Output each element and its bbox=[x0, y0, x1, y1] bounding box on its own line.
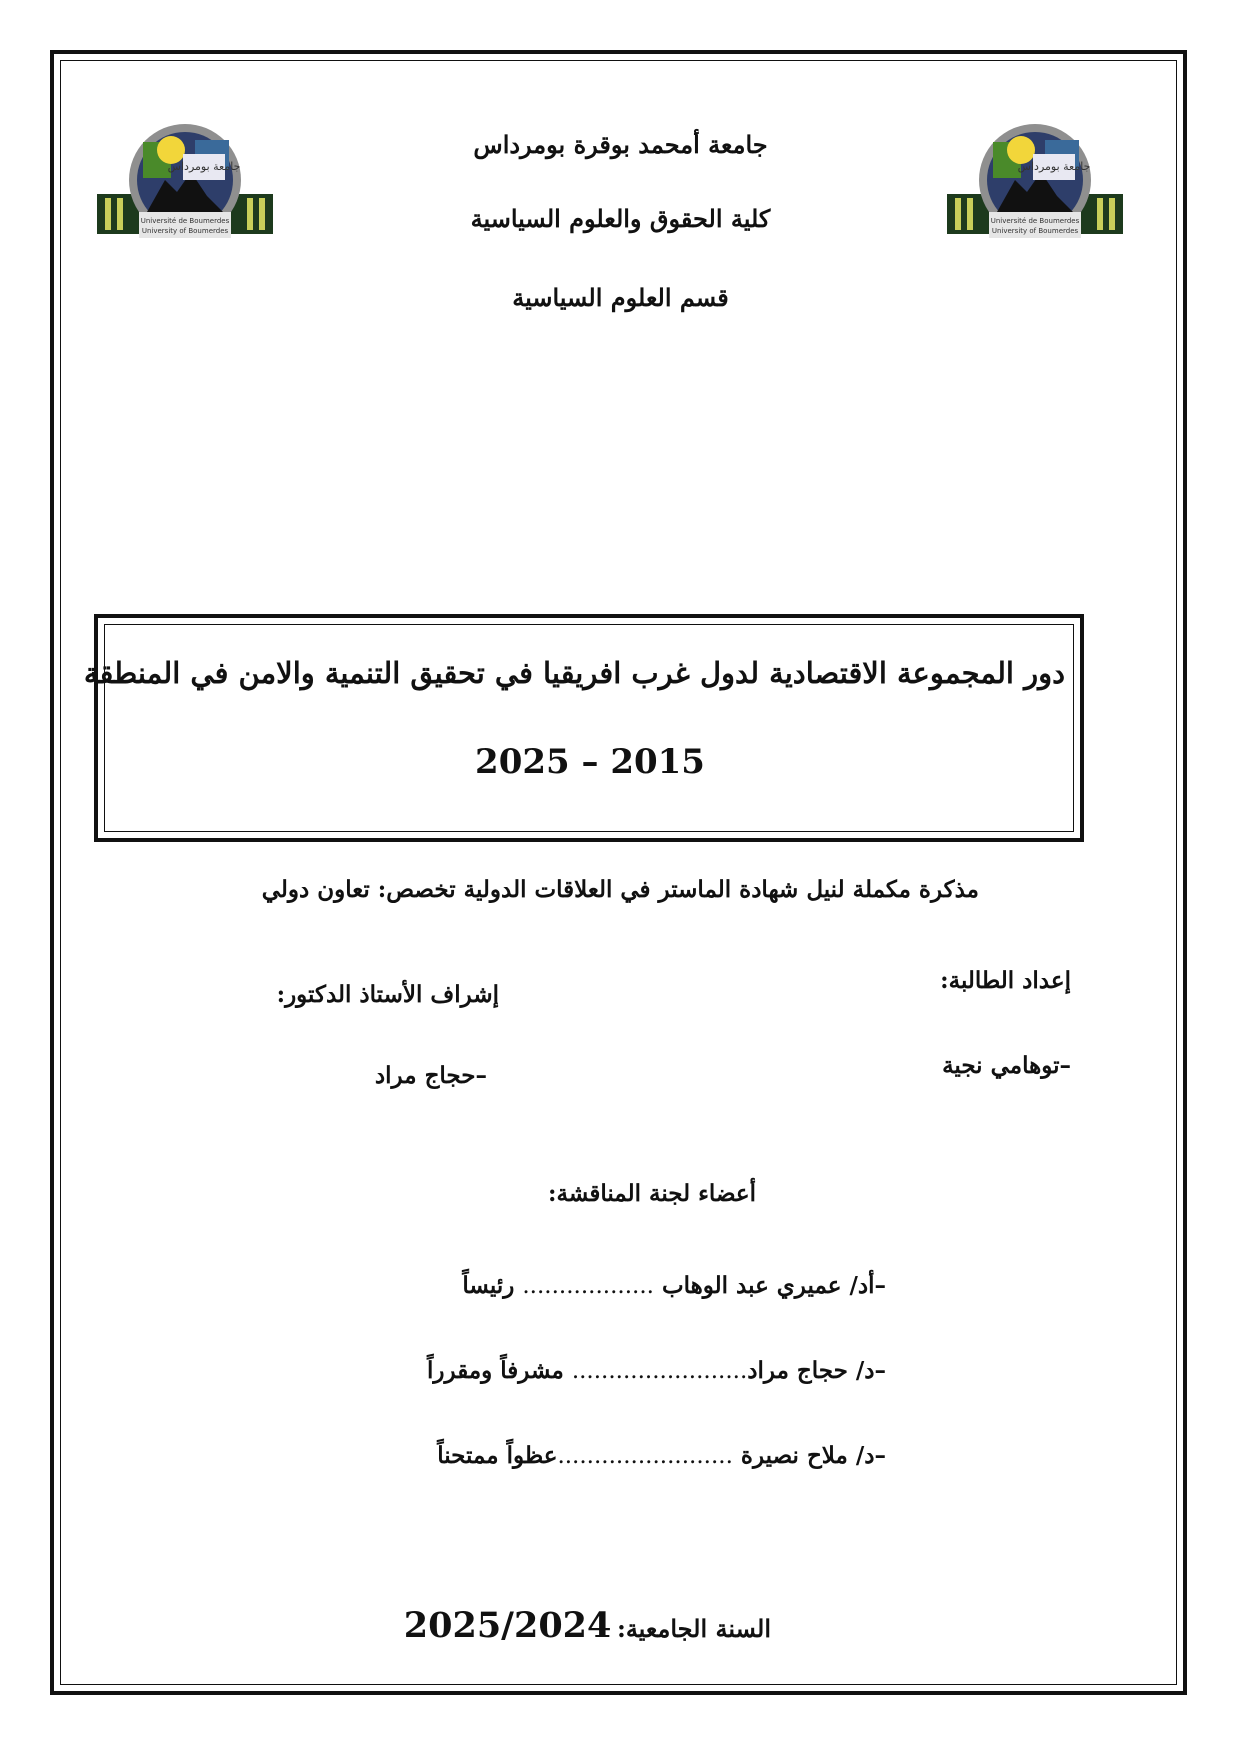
supervisor-label: إشراف الأستاذ الدكتور: bbox=[276, 981, 499, 1008]
thesis-title: دور المجموعة الاقتصادية لدول غرب افريقيا في تحقيق التنمية والامن في المنطقة bbox=[83, 656, 1065, 690]
committee-member bbox=[427, 1357, 886, 1384]
member-name: –د/ ملاح نصيرة bbox=[740, 1442, 886, 1469]
logo-arabic-text: جامعة بومرداس bbox=[167, 160, 241, 173]
member-role: مشرفاً ومقرراً bbox=[427, 1357, 564, 1384]
committee-member bbox=[437, 1442, 886, 1469]
logo-ribbon-line2: University of Boumerdes bbox=[141, 227, 229, 235]
thesis-subtitle: مذكرة مكملة لنيل شهادة الماستر في العلاقات الدولية تخصص: تعاون دولي bbox=[261, 876, 979, 903]
member-name: –د/ حجاج مراد bbox=[747, 1357, 886, 1384]
faculty-name: كلية الحقوق والعلوم السياسية bbox=[470, 204, 771, 233]
committee-member bbox=[462, 1272, 886, 1299]
member-role: عظواً ممتحناً bbox=[437, 1442, 558, 1469]
member-dots: ........................ bbox=[557, 1443, 733, 1469]
logo-arabic-text: جامعة بومرداس bbox=[1017, 160, 1091, 173]
member-role: رئيساً bbox=[462, 1272, 515, 1299]
committee-heading: أعضاء لجنة المناقشة: bbox=[548, 1180, 756, 1207]
academic-year-label: السنة الجامعية: bbox=[616, 1614, 771, 1643]
logo-ribbon-line2: University of Boumerdes bbox=[991, 227, 1079, 235]
member-dots: ........................ bbox=[571, 1358, 748, 1384]
thesis-years: 2025 – 2015 bbox=[475, 742, 705, 782]
supervisor-name: –حجاج مراد bbox=[374, 1062, 487, 1089]
department-name: قسم العلوم السياسية bbox=[512, 283, 729, 312]
academic-year bbox=[404, 1605, 771, 1646]
student-label: إعداد الطالبة: bbox=[940, 967, 1071, 994]
member-dots: .................. bbox=[522, 1273, 654, 1299]
logo-ribbon-line1: Université de Boumerdes bbox=[140, 217, 230, 225]
university-name: جامعة أمحمد بوقرة بومرداس bbox=[473, 130, 768, 159]
member-name: –أد/ عميري عبد الوهاب bbox=[661, 1272, 886, 1299]
academic-year-value: 2025/2024 bbox=[403, 1605, 612, 1646]
student-name: –توهامي نجية bbox=[942, 1052, 1071, 1079]
logo-ribbon-line1: Université de Boumerdes bbox=[990, 217, 1080, 225]
